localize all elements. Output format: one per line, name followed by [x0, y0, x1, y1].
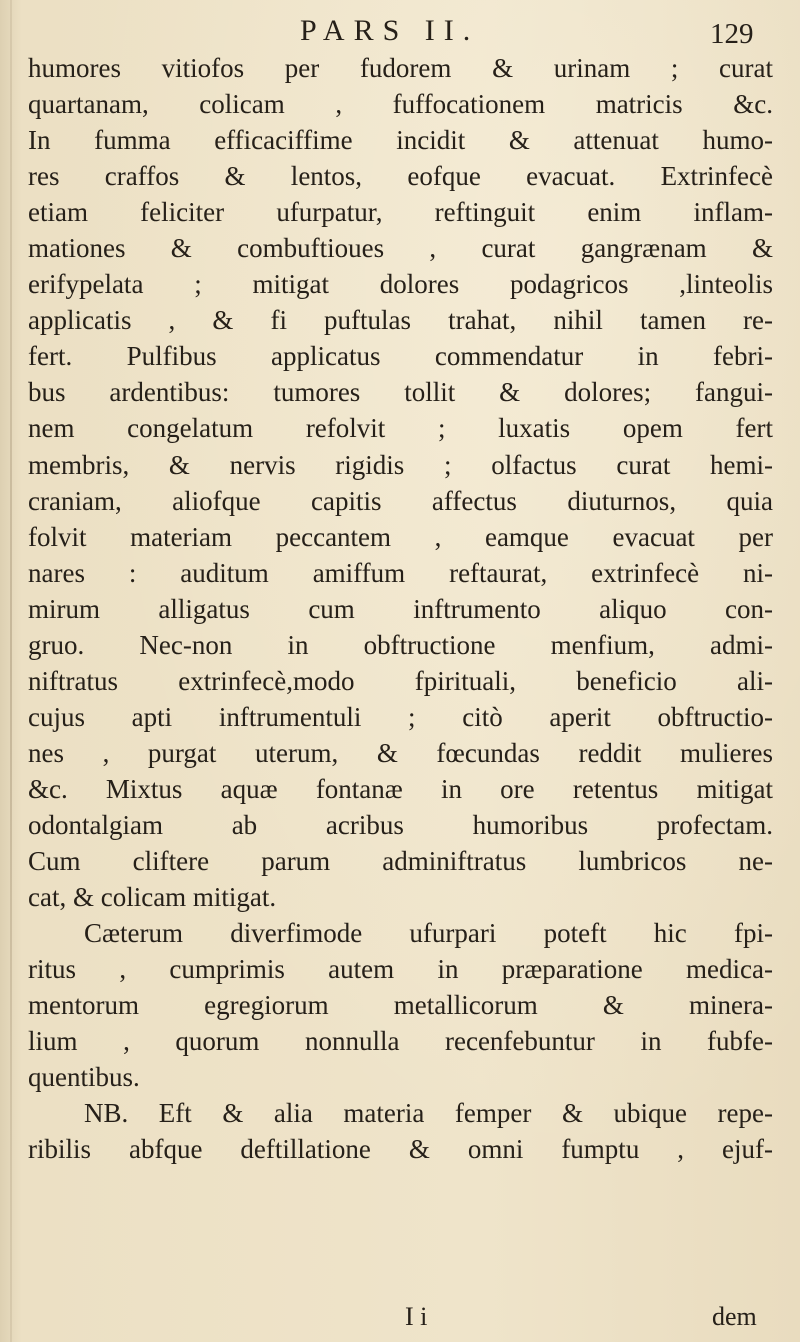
text-line: In fumma efficaciffime incidit & attenuat humo- — [28, 125, 773, 156]
page-header — [0, 14, 800, 54]
text-line: ritus , cumprimis autem in præparatione medica- — [28, 954, 773, 985]
catchword: dem — [712, 1302, 757, 1331]
text-line: Cum cliftere parum adminiftratus lumbricos ne- — [28, 846, 773, 877]
running-title: PARS II. — [300, 14, 480, 47]
text-line: erifypelata ; mitigat dolores podagricos ,linteolis — [28, 269, 773, 300]
text-line: humores vitiofos per fudorem & urinam ; curat — [28, 53, 773, 83]
page-number: 129 — [710, 18, 754, 50]
paragraph-first-line: NB. Eft & alia materia femper & ubique repe- — [84, 1098, 773, 1129]
text-line: mationes & combuftioues , curat gangrænam & — [28, 233, 773, 264]
text-line: odontalgiam ab acribus humoribus profectam. — [28, 809, 773, 840]
text-line: mirum alligatus cum inftrumento aliquo con- — [28, 593, 773, 624]
text-line: cat, & colicam mitigat. — [28, 882, 277, 913]
text-line: etiam feliciter ufurpatur, reftinguit enim inflam- — [28, 197, 773, 228]
body-text — [28, 50, 773, 1167]
text-line: fert. Pulfibus applicatus commendatur in febri- — [28, 341, 773, 372]
text-line: membris, & nervis rigidis ; olfactus curat hemi- — [28, 449, 773, 480]
text-line: res craffos & lentos, eofque evacuat. Extrinfecè — [28, 161, 773, 192]
signature-mark: I i — [405, 1302, 428, 1331]
text-line: gruo. Nec-non in obftructione menfium, admi- — [28, 629, 773, 660]
text-line: niftratus extrinfecè,modo fpirituali, beneficio ali- — [28, 665, 773, 696]
text-line: applicatis , & fi puftulas trahat, nihil tamen re- — [28, 305, 773, 336]
text-line: quartanam, colicam , fuffocationem matricis &c. — [28, 89, 773, 120]
text-line: bus ardentibus: tumores tollit & dolores; fangui- — [28, 377, 773, 408]
text-line: mentorum egregiorum metallicorum & minera- — [28, 990, 773, 1021]
text-line: cujus apti inftrumentuli ; citò aperit obftructio- — [28, 701, 773, 732]
text-line: nes , purgat uterum, & fœcundas reddit mulieres — [28, 737, 773, 768]
text-line: nem congelatum refolvit ; luxatis opem fert — [28, 413, 773, 444]
text-line: lium , quorum nonnulla recenfebuntur in fubfe- — [28, 1026, 773, 1057]
text-line: craniam, aliofque capitis affectus diuturnos, quia — [28, 485, 773, 516]
text-line: ribilis abfque deftillatione & omni fumptu , ejuf- — [28, 1134, 773, 1165]
text-line: nares : auditum amiffum reftaurat, extrinfecè ni- — [28, 557, 773, 588]
text-line: &c. Mixtus aquæ fontanæ in ore retentus mitigat — [28, 773, 773, 804]
gutter-shadow — [10, 0, 12, 1342]
paragraph-first-line: Cæterum diverfimode ufurpari poteft hic fpi- — [84, 918, 773, 949]
text-line: quentibus. — [28, 1062, 140, 1093]
text-line: folvit materiam peccantem , eamque evacuat per — [28, 521, 773, 552]
